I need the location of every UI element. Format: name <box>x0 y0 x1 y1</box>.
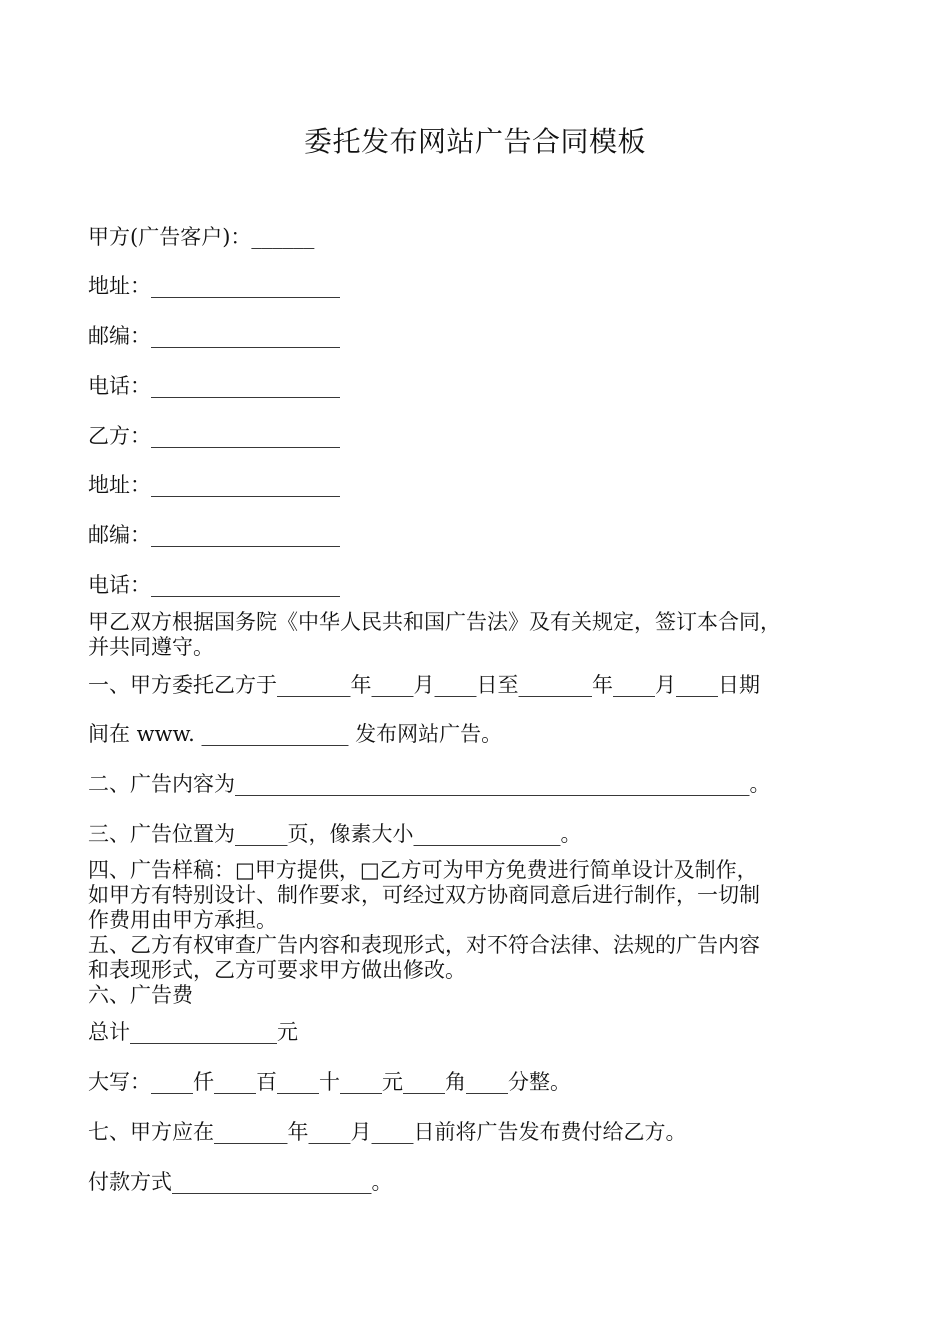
fee-capital: 大写：____仟____百____十____元____角____分整。 <box>88 1070 571 1094</box>
clause-line: 四、广告样稿：□甲方提供，□乙方可为甲方免费进行简单设计及制作， <box>88 858 758 882</box>
party-b-address: 地址：__________________ <box>88 473 340 497</box>
party-b-phone: 电话：__________________ <box>88 573 340 597</box>
preamble-line: 甲乙双方根据国务院《中华人民共和国广告法》及有关规定，签订本合同， <box>88 610 781 634</box>
clause-line: 如甲方有特别设计、制作要求，可经过双方协商同意后进行制作，一切制 <box>88 883 760 907</box>
clause-1-line-2: 间在 www. ______________ 发布网站广告。 <box>88 722 503 746</box>
document-title: 委托发布网站广告合同模板 <box>303 125 646 158</box>
party-a-phone: 电话：__________________ <box>88 374 340 398</box>
party-a-address: 地址：__________________ <box>88 274 340 298</box>
party-b-name: 乙方：__________________ <box>88 424 340 448</box>
clause-2: 二、广告内容为_________________________________________________。 <box>88 772 771 796</box>
clauses-4-to-6 <box>88 858 878 1008</box>
clause-line: 六、广告费 <box>88 983 193 1007</box>
party-a-name: 甲方(广告客户)：______ <box>88 225 315 249</box>
clause-7: 七、甲方应在_______年____月____日前将广告发布费付给乙方。 <box>88 1120 687 1144</box>
preamble-paragraph <box>88 610 878 660</box>
fee-total: 总计______________元 <box>88 1020 298 1044</box>
clause-line: 和表现形式，乙方可要求甲方做出修改。 <box>88 958 466 982</box>
clause-line: 五、乙方有权审查广告内容和表现形式，对不符合法律、法规的广告内容 <box>88 933 760 957</box>
party-a-postcode: 邮编：__________________ <box>88 324 340 348</box>
clause-1-line-1: 一、甲方委托乙方于_______年____月____日至_______年____月____日期 <box>88 673 760 697</box>
party-b-postcode: 邮编：__________________ <box>88 523 340 547</box>
preamble-line: 并共同遵守。 <box>88 635 214 659</box>
clause-line: 作费用由甲方承担。 <box>88 908 277 932</box>
payment-method: 付款方式___________________。 <box>88 1170 393 1194</box>
clause-3: 三、广告位置为_____页，像素大小______________。 <box>88 822 582 846</box>
